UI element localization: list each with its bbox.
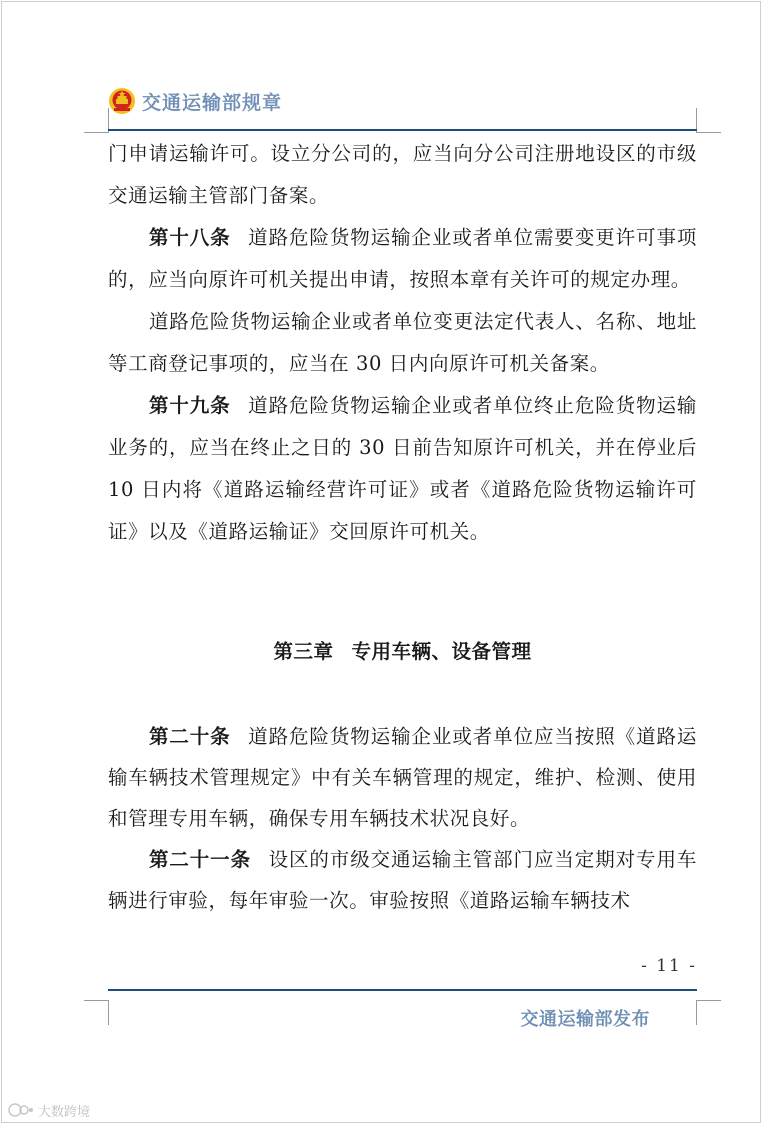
article-19-text: 道路危险货物运输企业或者单位终止危险货物运输业务的，应当在终止之日的 30 日前告知原许可机关，并在停业后 10 日内将《道路运输经营许可证》或者《道路危险货物运输许可证》以及《道路运输证》交回原许可机关。 (108, 394, 697, 543)
page-header (108, 86, 282, 116)
header-title: 交通运输部规章 (142, 91, 283, 114)
chapter-title: 专用车辆、设备管理 (351, 640, 532, 663)
article-18-text: 道路危险货物运输企业或者单位需要变更许可事项的，应当向原许可机关提出申请，按照本章有关许可的规定办理。 (108, 226, 697, 291)
crop-mark-top-right (696, 108, 721, 133)
chapter-number: 第三章 (273, 640, 334, 663)
article-20-number: 第二十条 (148, 725, 231, 748)
crop-mark-bottom-right (696, 1000, 721, 1025)
article-19 (108, 385, 697, 553)
article-18 (108, 217, 697, 301)
crop-mark-bottom-left (84, 1000, 109, 1025)
body-text-upper (108, 133, 697, 553)
article-20-text: 道路危险货物运输企业或者单位应当按照《道路运输车辆技术管理规定》中有关车辆管理的规定，维护、检测、使用和管理专用车辆，确保专用车辆技术状况良好。 (108, 725, 697, 830)
national-emblem-icon (108, 87, 136, 115)
header-rule (108, 129, 697, 131)
article-21 (108, 839, 697, 921)
article-18-number: 第十八条 (148, 226, 231, 249)
article-21-text: 设区的市级交通运输主管部门应当定期对专用车辆进行审验，每年审验一次。审验按照《道路运输车辆技术 (108, 848, 697, 912)
paragraph-continuation: 门申请运输许可。设立分公司的，应当向分公司注册地设区的市级交通运输主管部门备案。 (108, 142, 697, 207)
watermark-logo-icon (8, 1102, 34, 1118)
footer-rule (108, 989, 697, 991)
watermark (8, 1100, 90, 1120)
footer-publisher: 交通运输部发布 (520, 1009, 650, 1030)
crop-mark-top-left (84, 108, 109, 133)
watermark-text: 大数跨境 (38, 1104, 91, 1120)
article-21-number: 第二十一条 (148, 848, 252, 871)
page-number: - 11 - (641, 956, 697, 976)
article-19-number: 第十九条 (148, 394, 231, 417)
paragraph-registration-change: 道路危险货物运输企业或者单位变更法定代表人、名称、地址等工商登记事项的，应当在 30 日内向原许可机关备案。 (108, 310, 697, 375)
body-text-lower (108, 716, 697, 921)
article-20 (108, 716, 697, 839)
chapter-heading (108, 634, 697, 670)
